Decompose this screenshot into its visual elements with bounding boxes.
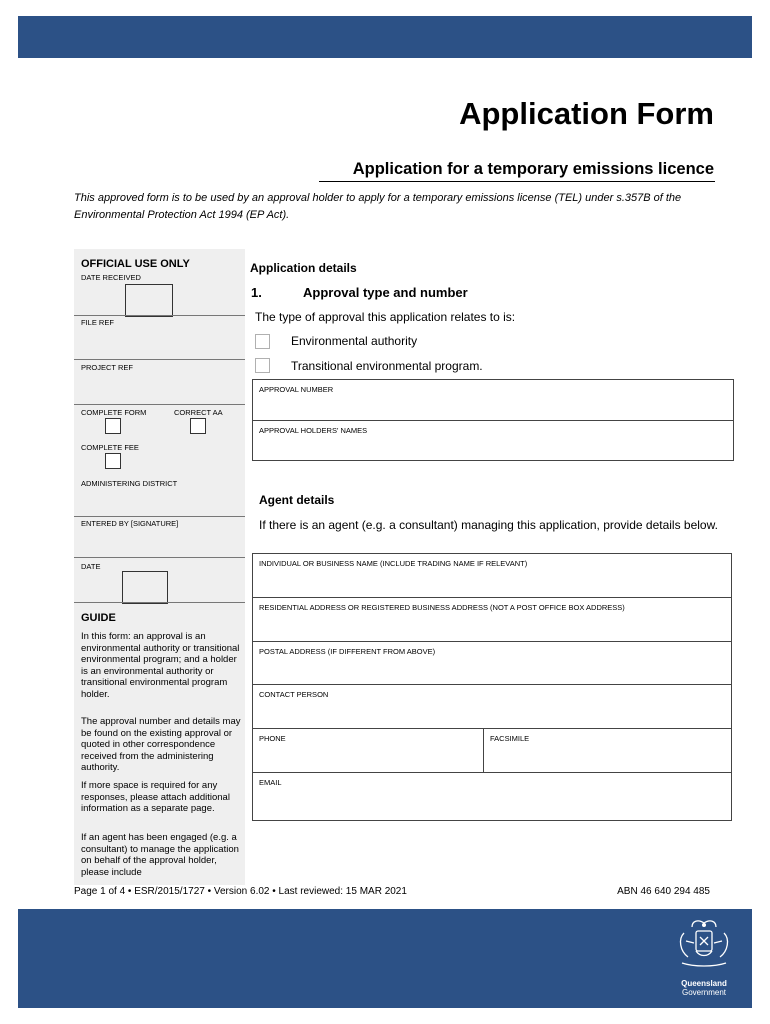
intro-text: This approved form is to be used by an approval holder to apply for a temporary emissions license (TEL) under s.357B of the Environmental Protection Act 1994 (EP Act). <box>74 192 682 221</box>
complete-form-label: COMPLETE FORM <box>81 408 147 417</box>
footer-banner <box>18 909 752 1008</box>
email-label: EMAIL <box>259 778 282 787</box>
contact-person-field[interactable] <box>253 685 731 729</box>
administering-district-label: ADMINISTERING DISTRICT <box>81 479 178 488</box>
approval-table <box>252 379 734 461</box>
agent-intro: If there is an agent (e.g. a consultant) managing this application, provide details below. <box>259 518 718 532</box>
approval-type-question: The type of approval this application relates to is: <box>255 310 516 324</box>
approval-number-label: APPROVAL NUMBER <box>259 385 334 394</box>
contact-person-label: CONTACT PERSON <box>259 690 329 699</box>
coat-of-arms-icon <box>672 917 736 973</box>
environmental-authority-checkbox[interactable] <box>255 334 270 349</box>
divider <box>74 315 245 316</box>
divider <box>74 602 245 603</box>
correct-aa-checkbox[interactable] <box>190 418 206 434</box>
official-use-heading: OFFICIAL USE ONLY <box>81 258 190 270</box>
complete-fee-label: COMPLETE FEE <box>81 443 139 452</box>
complete-form-checkbox[interactable] <box>105 418 121 434</box>
abn: ABN 46 640 294 485 <box>617 886 710 897</box>
section-title: Approval type and number <box>303 285 468 300</box>
agent-name-field[interactable] <box>253 554 731 598</box>
postal-address-field[interactable] <box>253 642 731 685</box>
subtitle-rule <box>319 181 715 182</box>
divider <box>74 404 245 405</box>
form-subtitle: Application for a temporary emissions licence <box>352 160 714 178</box>
guide-heading: GUIDE <box>81 612 116 624</box>
email-field[interactable] <box>253 773 731 820</box>
page-title: Application Form <box>459 96 714 131</box>
logo-line-2: Government <box>681 988 727 997</box>
divider <box>74 359 245 360</box>
application-details-heading: Application details <box>250 261 357 275</box>
date-received-box[interactable] <box>125 284 173 317</box>
holders-names-label: APPROVAL HOLDERS' NAMES <box>259 426 368 435</box>
phone-label: PHONE <box>259 734 286 743</box>
date-received-label: DATE RECEIVED <box>81 273 141 282</box>
approval-number-field[interactable] <box>253 380 733 421</box>
residential-address-label: RESIDENTIAL ADDRESS OR REGISTERED BUSINESS ADDRESS (NOT A POST OFFICE BOX ADDRESS) <box>259 603 625 612</box>
guide-paragraph: If more space is required for any responses, please attach additional information as a separate page. <box>81 780 230 815</box>
agent-details-heading: Agent details <box>259 493 335 507</box>
facsimile-field[interactable] <box>484 729 731 773</box>
correct-aa-label: CORRECT AA <box>174 408 223 417</box>
divider <box>74 557 245 558</box>
environmental-authority-label: Environmental authority <box>291 334 418 348</box>
tep-label: Transitional environmental program. <box>291 359 483 373</box>
agent-table <box>252 553 732 821</box>
guide-paragraph: The approval number and details may be found on the existing approval or quoted in other correspondence received from the administering authority. <box>81 716 241 774</box>
holders-names-field[interactable] <box>253 421 733 460</box>
header-banner <box>18 16 752 58</box>
phone-field[interactable] <box>253 729 484 773</box>
date-box[interactable] <box>122 571 168 604</box>
project-ref-label: PROJECT REF <box>81 363 133 372</box>
entered-by-label: ENTERED BY [SIGNATURE] <box>81 519 179 528</box>
page-info: Page 1 of 4 • ESR/2015/1727 • Version 6.02 • Last reviewed: 15 MAR 2021 <box>74 886 407 897</box>
postal-address-label: POSTAL ADDRESS (IF DIFFERENT FROM ABOVE) <box>259 647 436 656</box>
logo-line-1: Queensland <box>681 979 727 988</box>
guide-paragraph: In this form: an approval is an environmental authority or transitional environmental program; and a holder is an environmental authority or transitional environmental program holder. <box>81 631 240 700</box>
facsimile-label: FACSIMILE <box>490 734 530 743</box>
complete-fee-checkbox[interactable] <box>105 453 121 469</box>
tep-checkbox[interactable] <box>255 358 270 373</box>
queensland-government-logo <box>672 917 736 997</box>
residential-address-field[interactable] <box>253 598 731 642</box>
guide-paragraph: If an agent has been engaged (e.g. a consultant) to manage the application on behalf of the approval holder, please include <box>81 832 239 878</box>
file-ref-label: FILE REF <box>81 318 114 327</box>
date-label: DATE <box>81 562 101 571</box>
agent-name-label: INDIVIDUAL OR BUSINESS NAME (INCLUDE TRADING NAME IF RELEVANT) <box>259 559 528 568</box>
section-number: 1. <box>251 285 262 300</box>
divider <box>74 516 245 517</box>
